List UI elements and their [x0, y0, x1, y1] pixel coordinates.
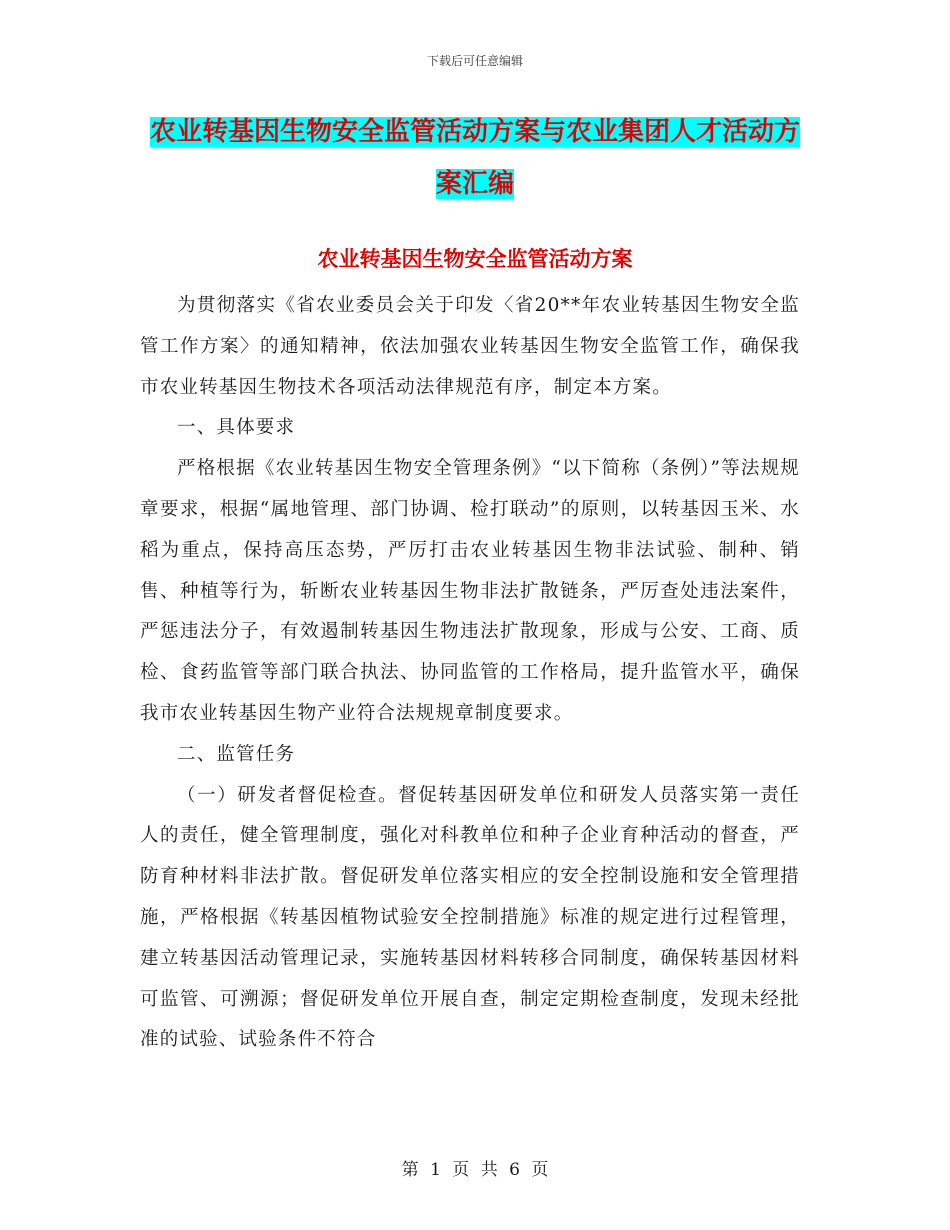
document-title — [140, 106, 810, 210]
header-note: 下载后可任意编辑 — [426, 54, 523, 68]
document-title-text: 农业转基因生物安全监管活动方案与农业集团人才活动方案汇编 — [149, 117, 800, 199]
heading-requirements: 一、具体要求 — [177, 417, 296, 439]
section-title: 农业转基因生物安全监管活动方案 — [317, 247, 633, 271]
heading-tasks: 二、监管任务 — [177, 743, 296, 765]
document-body — [140, 286, 800, 1061]
paragraph-tasks-1: （一）研发者督促检查。督促转基因研发单位和研发人员落实第一责任人的责任，健全管理制度，强化对科教单位和种子企业育种活动的督查，严防育种材料非法扩散。督促研发单位落实相应的安全控制设施和安全管理措施，严格根据《转基因植物试验安全控制措施》标准的规定进行过程管理，建立转基因活动管理记录，实施转基因材料转移合同制度，确保转基因材料可监管、可溯源；督促研发单位开展自查，制定定期检查制度，发现未经批准的试验、试验条件不符合 — [140, 784, 800, 1051]
page-number: 第 1 页 共 6 页 — [401, 1160, 549, 1180]
paragraph-requirements: 严格根据《农业转基因生物安全管理条例》“以下简称（条例）”等法规规章要求，根据“属地管理、部门协调、检打联动”的原则，以转基因玉米、水稻为重点，保持高压态势，严厉打击农业转基因生物非法试验、制种、销售、种植等行为，斩断农业转基因生物非法扩散链条，严厉查处违法案件，严惩违法分子，有效遏制转基因生物违法扩散现象，形成与公安、工商、质检、食药监管等部门联合执法、协同监管的工作格局，提升监管水平，确保我市农业转基因生物产业符合法规规章制度要求。 — [140, 458, 800, 724]
paragraph-intro: 为贯彻落实《省农业委员会关于印发〈省20**年农业转基因生物安全监管工作方案〉的通知精神，依法加强农业转基因生物安全监管工作，确保我市农业转基因生物技术各项活动法律规范有序，制定本方案。 — [140, 295, 800, 398]
